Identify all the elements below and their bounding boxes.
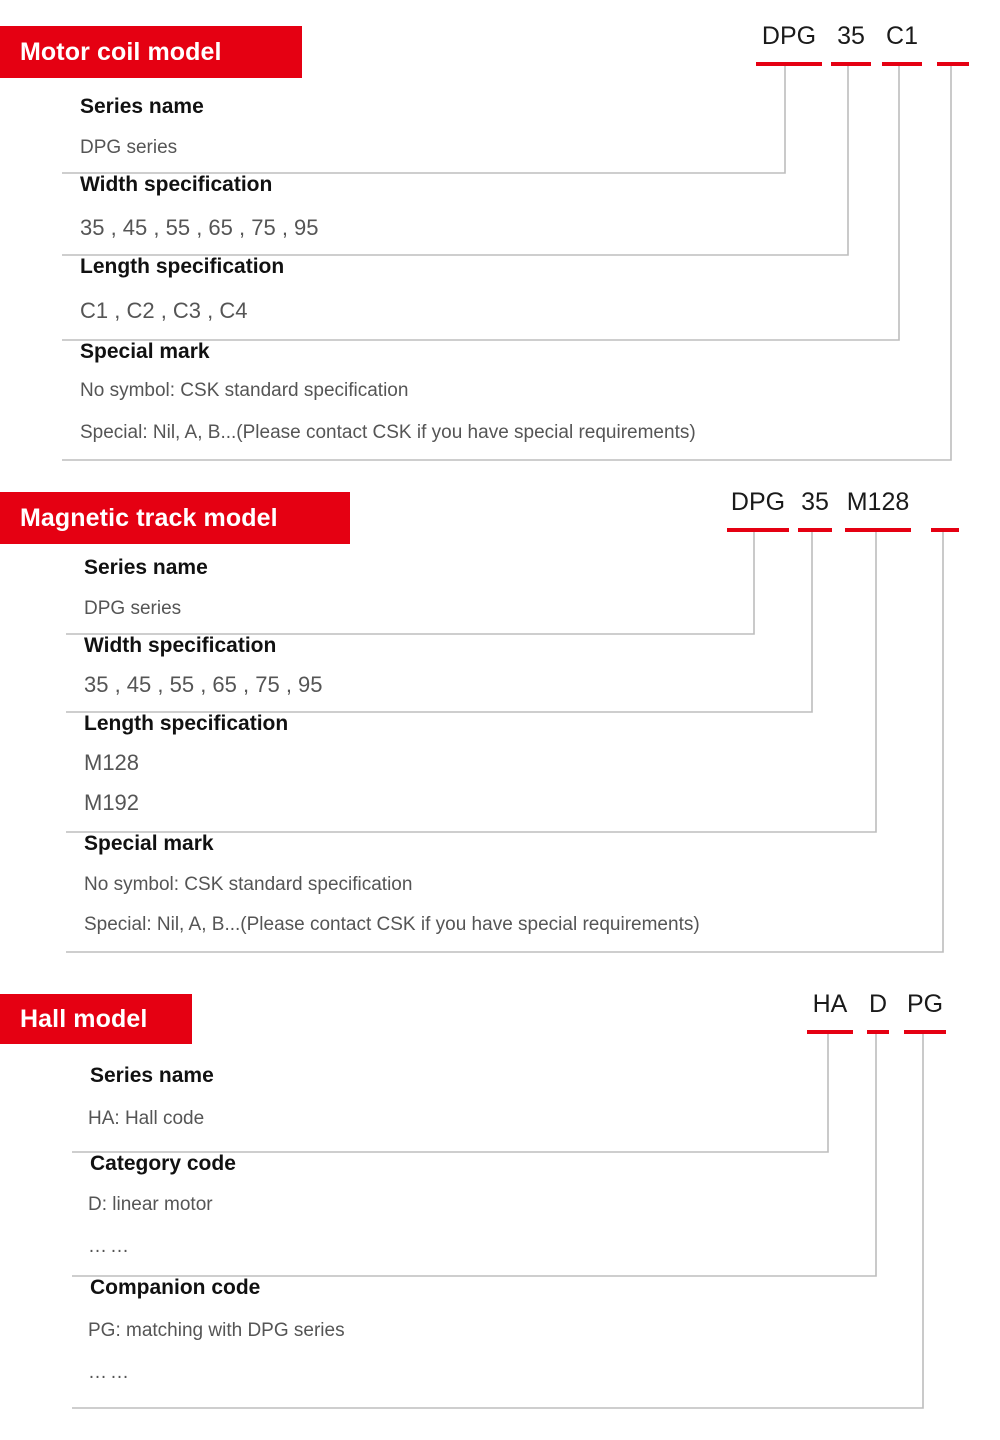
row-hall-model-1: [0, 1152, 1000, 1276]
badge-hall-model: [0, 994, 192, 1044]
badge-motor-coil-model: [0, 26, 302, 78]
code-segment-length-code: M128: [846, 488, 910, 516]
code-segment-width-code: 35: [801, 488, 829, 516]
row-title: Length specification: [84, 712, 289, 735]
row-title: Series name: [84, 556, 208, 579]
code-underline-width-code: [798, 528, 832, 532]
row-detail: M128: [84, 750, 140, 775]
row-motor-coil-model-0: [0, 95, 1000, 173]
row-detail: D: linear motor: [88, 1194, 213, 1215]
code-segment-width-code: 35: [837, 22, 865, 50]
code-segment-series-code: DPG: [761, 22, 817, 50]
code-underline-length-code: [882, 62, 922, 66]
row-title: Width specification: [80, 173, 273, 196]
code-underline-special-mark-code: [931, 528, 959, 532]
badge-label: Motor coil model: [20, 37, 222, 66]
row-detail: ……: [88, 1236, 132, 1257]
row-detail: M192: [84, 790, 140, 815]
row-detail: DPG series: [80, 137, 178, 158]
code-underline-category-code: [867, 1030, 889, 1034]
code-underline-series-code: [756, 62, 822, 66]
row-detail: C1 , C2 , C3 , C4: [80, 298, 248, 323]
code-segment-series-code: DPG: [730, 488, 786, 516]
row-detail: No symbol: CSK standard specification: [84, 874, 413, 895]
row-magnetic-track-model-3: [0, 832, 1000, 952]
row-detail: ……: [88, 1362, 132, 1383]
row-title: Series name: [80, 95, 204, 118]
code-segment-category-code: D: [868, 990, 888, 1018]
row-detail: HA: Hall code: [88, 1108, 205, 1129]
row-hall-model-2: [0, 1276, 1000, 1408]
code-segment-series-code: HA: [812, 990, 848, 1018]
code-segment-length-code: C1: [886, 22, 918, 50]
row-title: Special mark: [80, 340, 210, 363]
row-title: Category code: [90, 1152, 236, 1175]
row-magnetic-track-model-2: [0, 712, 1000, 832]
row-detail: No symbol: CSK standard specification: [80, 380, 409, 401]
row-motor-coil-model-1: [0, 173, 1000, 255]
code-underline-companion-code: [904, 1030, 946, 1034]
row-motor-coil-model-3: [0, 340, 1000, 460]
code-underline-series-code: [807, 1030, 853, 1034]
badge-label: Hall model: [20, 1004, 148, 1033]
code-underline-series-code: [727, 528, 789, 532]
row-magnetic-track-model-1: [0, 634, 1000, 712]
row-detail: 35 , 45 , 55 , 65 , 75 , 95: [84, 672, 323, 697]
row-hall-model-0: [0, 1064, 1000, 1152]
row-title: Width specification: [84, 634, 277, 657]
code-underline-special-mark-code: [937, 62, 969, 66]
row-detail: Special: Nil, A, B...(Please contact CSK if you have special requirements): [80, 422, 696, 443]
code-segment-companion-code: PG: [906, 990, 944, 1018]
row-title: Length specification: [80, 255, 285, 278]
code-underline-width-code: [831, 62, 871, 66]
row-magnetic-track-model-0: [0, 556, 1000, 634]
code-underline-length-code: [845, 528, 911, 532]
row-title: Series name: [90, 1064, 214, 1087]
badge-label: Magnetic track model: [20, 503, 278, 532]
row-title: Special mark: [84, 832, 214, 855]
badge-magnetic-track-model: [0, 492, 350, 544]
row-detail: 35 , 45 , 55 , 65 , 75 , 95: [80, 215, 319, 240]
row-detail: DPG series: [84, 598, 182, 619]
row-title: Companion code: [90, 1276, 261, 1299]
row-motor-coil-model-2: [0, 255, 1000, 340]
row-detail: PG: matching with DPG series: [88, 1320, 345, 1341]
row-detail: Special: Nil, A, B...(Please contact CSK if you have special requirements): [84, 914, 700, 935]
